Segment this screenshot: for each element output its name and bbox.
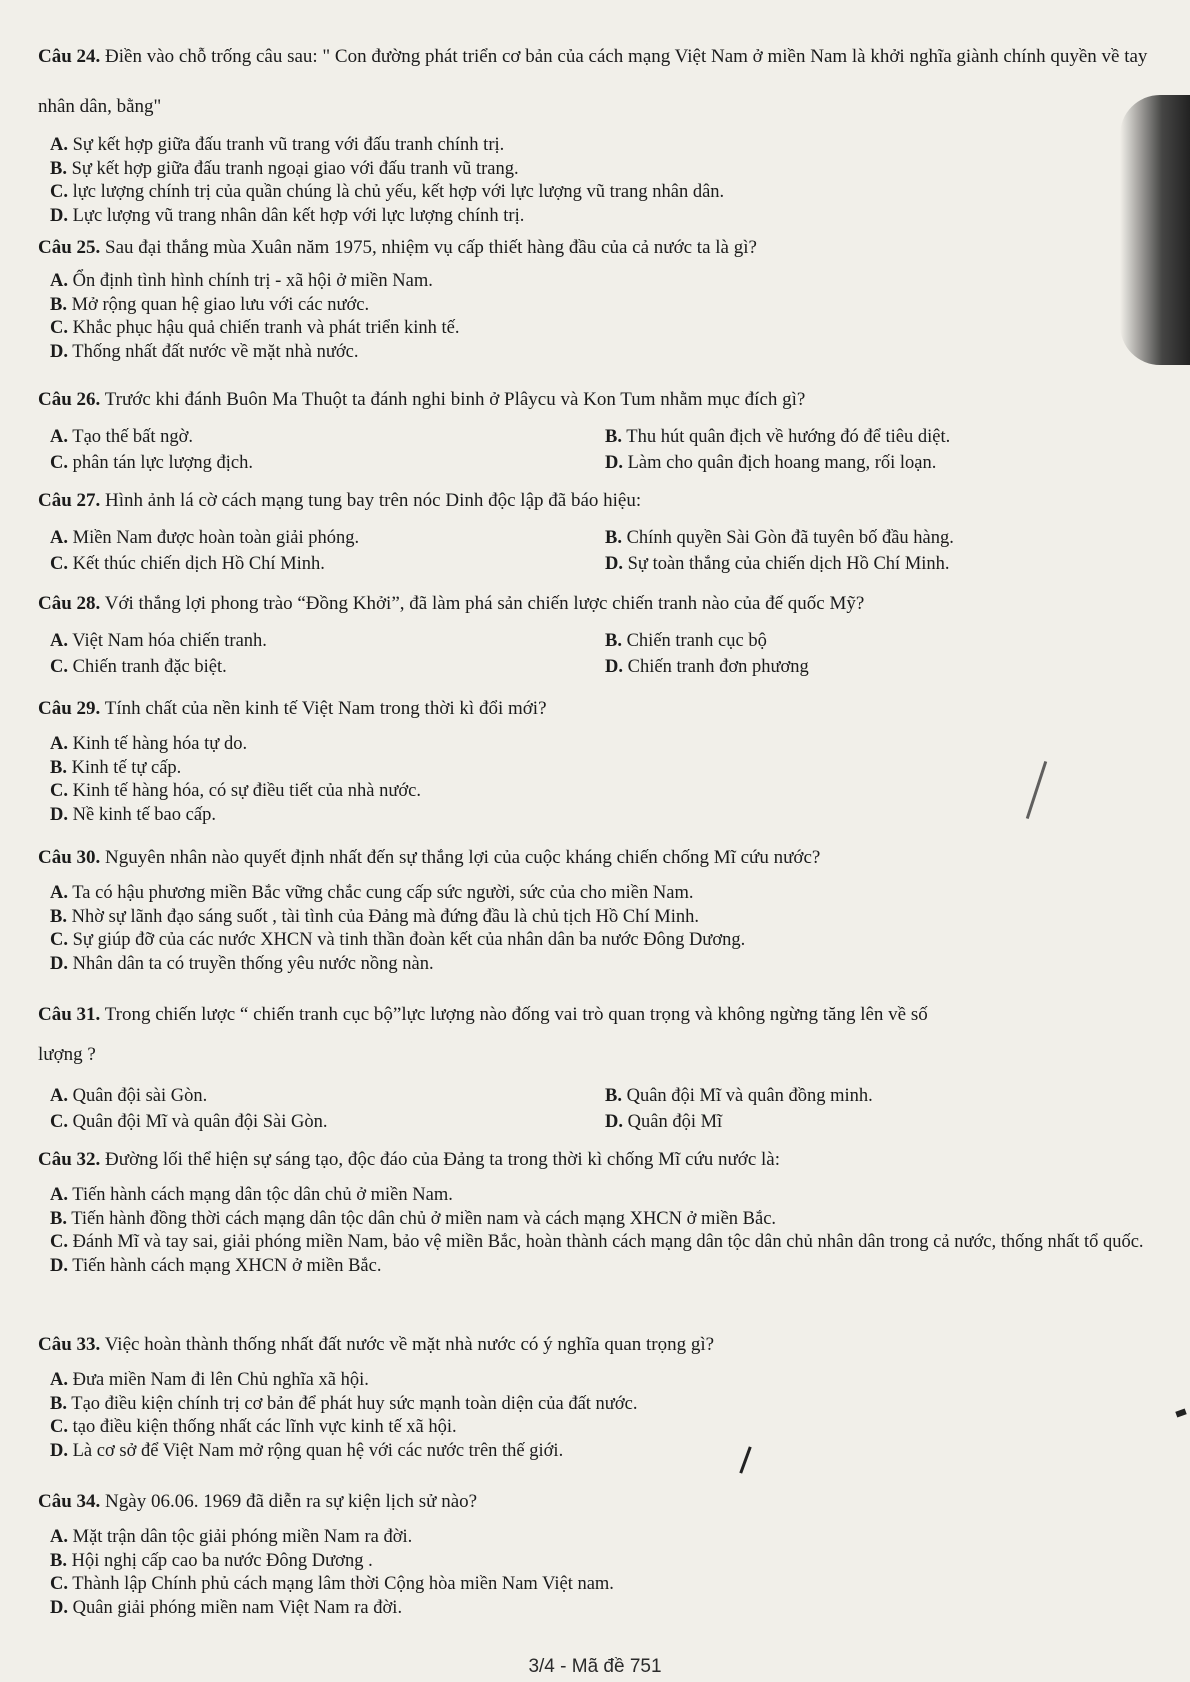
question-label: Câu 27. <box>38 490 101 511</box>
question-text: Việc hoàn thành thống nhất đất nước về mặt nhà nước có ý nghĩa quan trọng gì? <box>104 1334 715 1355</box>
question-27-stem <box>38 489 1150 513</box>
question-33-options <box>38 1369 1150 1463</box>
option-b: B. Nhờ sự lãnh đạo sáng suốt , tài tình của Đảng mà đứng đầu là chủ tịch Hồ Chí Minh. <box>50 906 699 927</box>
option-a: A. Kinh tế hàng hóa tự do. <box>50 734 248 754</box>
question-29-options <box>38 733 1150 827</box>
question-26-stem <box>38 388 1150 412</box>
option-b: B. Hội nghị cấp cao ba nước Đông Dương . <box>50 1550 373 1571</box>
question-32-options <box>38 1184 1150 1278</box>
option-d: D. Là cơ sở để Việt Nam mở rộng quan hệ với các nước trên thế giới. <box>50 1440 564 1461</box>
question-26 <box>38 388 1150 475</box>
option-d: D. Quân đội Mĩ <box>605 1111 723 1132</box>
question-25 <box>38 236 1150 364</box>
question-30-stem <box>38 846 1150 870</box>
question-text: Trước khi đánh Buôn Ma Thuột ta đánh nghi binh ở Plâycu và Kon Tum nhằm mục đích gì? <box>104 389 806 410</box>
question-30 <box>38 846 1150 976</box>
option-b: B. Mở rộng quan hệ giao lưu với các nước. <box>50 294 370 315</box>
question-text: Điền vào chỗ trống câu sau: " Con đường phát triển cơ bản của cách mạng Việt Nam ở miền Nam là khởi nghĩa giành chính quyền về tay nhân dân, bằng" <box>38 46 1148 117</box>
question-label: Câu 30. <box>38 847 101 868</box>
option-c: C. Quân đội Mĩ và quân đội Sài Gòn. <box>50 1111 328 1132</box>
question-27-options <box>38 527 1150 576</box>
question-label: Câu 26. <box>38 389 101 410</box>
question-text: Tính chất của nền kinh tế Việt Nam trong thời kì đổi mới? <box>104 698 547 719</box>
option-d: D. Sự toàn thắng của chiến dịch Hồ Chí Minh. <box>605 553 950 574</box>
option-d: D. Tiến hành cách mạng XHCN ở miền Bắc. <box>50 1255 382 1276</box>
option-a: A. Quân đội sài Gòn. <box>50 1086 208 1106</box>
question-28-stem <box>38 592 1150 616</box>
question-27 <box>38 489 1150 576</box>
question-text: Nguyên nhân nào quyết định nhất đến sự thắng lợi của cuộc kháng chiến chống Mĩ cứu nước? <box>105 847 821 868</box>
question-text: Ngày 06.06. 1969 đã diễn ra sự kiện lịch sử nào? <box>105 1491 478 1512</box>
option-b: B. Tạo điều kiện chính trị cơ bản để phát huy sức mạnh toàn diện của đất nước. <box>50 1393 638 1414</box>
option-c: C. Chiến tranh đặc biệt. <box>50 656 227 677</box>
question-33 <box>38 1333 1150 1463</box>
question-label: Câu 31. <box>38 1004 101 1025</box>
option-d: D. Chiến tranh đơn phương <box>605 656 809 677</box>
option-a: A. Mặt trận dân tộc giải phóng miền Nam ra đời. <box>50 1527 413 1547</box>
question-34 <box>38 1490 1150 1620</box>
question-label: Câu 29. <box>38 698 101 719</box>
question-31-stem <box>38 1003 1150 1027</box>
question-text: Đường lối thể hiện sự sáng tạo, độc đáo của Đảng ta trong thời kì chống Mĩ cứu nước là: <box>105 1149 781 1170</box>
option-d: D. Nhân dân ta có truyền thống yêu nước nồng nàn. <box>50 953 434 974</box>
question-32-stem <box>38 1148 1150 1172</box>
option-b: B. Kinh tế tự cấp. <box>50 757 182 778</box>
question-label: Câu 33. <box>38 1334 101 1355</box>
option-a: A. Miền Nam được hoàn toàn giải phóng. <box>50 528 360 548</box>
option-c: C. Kết thúc chiến dịch Hồ Chí Minh. <box>50 553 325 574</box>
option-b: B. Sự kết hợp giữa đấu tranh ngoại giao với đấu tranh vũ trang. <box>50 158 519 179</box>
option-d: D. Lực lượng vũ trang nhân dân kết hợp với lực lượng chính trị. <box>50 205 525 226</box>
option-a: A. Tiến hành cách mạng dân tộc dân chủ ở miền Nam. <box>50 1185 453 1205</box>
question-text: Sau đại thắng mùa Xuân năm 1975, nhiệm vụ cấp thiết hàng đầu của cả nước ta là gì? <box>105 237 757 258</box>
option-b: B. Thu hút quân địch về hướng đó để tiêu diệt. <box>605 427 951 447</box>
question-29 <box>38 697 1150 827</box>
option-c: C. lực lượng chính trị của quần chúng là chủ yếu, kết hợp với lực lượng vũ trang nhân dân. <box>50 182 725 202</box>
option-a: A. Sự kết hợp giữa đấu tranh vũ trang với đấu tranh chính trị. <box>50 135 505 155</box>
option-a: A. Đưa miền Nam đi lên Chủ nghĩa xã hội. <box>50 1370 369 1390</box>
option-c: C. tạo điều kiện thống nhất các lĩnh vực kinh tế xã hội. <box>50 1417 457 1437</box>
question-34-options <box>38 1526 1150 1620</box>
option-a: A. Việt Nam hóa chiến tranh. <box>50 631 267 651</box>
question-label: Câu 25. <box>38 237 101 258</box>
question-label: Câu 24. <box>38 46 101 67</box>
question-25-stem <box>38 236 1150 260</box>
pen-mark <box>1175 1408 1186 1417</box>
option-c: C. phân tán lực lượng địch. <box>50 452 253 473</box>
option-d: D. Nề kinh tế bao cấp. <box>50 804 216 825</box>
option-b: B. Quân đội Mĩ và quân đồng minh. <box>605 1086 873 1106</box>
question-24 <box>38 32 1150 228</box>
question-31 <box>38 1003 1150 1134</box>
question-label: Câu 34. <box>38 1491 101 1512</box>
question-text: Hình ảnh lá cờ cách mạng tung bay trên nóc Dinh độc lập đã báo hiệu: <box>105 490 642 511</box>
question-text: Với thắng lợi phong trào “Đồng Khởi”, đã làm phá sản chiến lược chiến tranh nào của đế quốc Mỹ? <box>104 593 865 614</box>
option-b: B. Chiến tranh cục bộ <box>605 631 767 651</box>
question-25-options <box>38 270 1150 364</box>
option-b: B. Chính quyền Sài Gòn đã tuyên bố đầu hàng. <box>605 528 954 548</box>
question-26-options <box>38 426 1150 475</box>
question-24-options <box>38 134 1150 228</box>
question-32 <box>38 1148 1150 1278</box>
option-c: C. Đánh Mĩ và tay sai, giải phóng miền Nam, bảo vệ miền Bắc, hoàn thành cách mạng dân tộc dân chủ nhân dân trong cả nước, thống nhất tổ quốc. <box>50 1232 1144 1252</box>
option-b: B. Tiến hành đồng thời cách mạng dân tộc dân chủ ở miền nam và cách mạng XHCN ở miền Bắc. <box>50 1208 777 1229</box>
option-d: D. Quân giải phóng miền nam Việt Nam ra đời. <box>50 1597 403 1618</box>
page-footer: 3/4 - Mã đề 751 <box>528 1656 662 1677</box>
question-28-options <box>38 630 1150 679</box>
option-a: A. Ổn định tình hình chính trị - xã hội ở miền Nam. <box>50 271 433 291</box>
question-34-stem <box>38 1490 1150 1514</box>
question-24-stem <box>38 32 1150 132</box>
option-c: C. Khắc phục hậu quả chiến tranh và phát triển kinh tế. <box>50 318 460 338</box>
option-a: A. Ta có hậu phương miền Bắc vững chắc cung cấp sức người, sức của cho miền Nam. <box>50 883 694 903</box>
question-label: Câu 32. <box>38 1149 101 1170</box>
option-c: C. Thành lập Chính phủ cách mạng lâm thời Cộng hòa miền Nam Việt nam. <box>50 1574 614 1594</box>
option-c: C. Kinh tế hàng hóa, có sự điều tiết của nhà nước. <box>50 781 421 801</box>
question-33-stem <box>38 1333 1150 1357</box>
question-31-options <box>38 1085 1150 1134</box>
option-d: D. Thống nhất đất nước về mặt nhà nước. <box>50 341 359 362</box>
option-c: C. Sự giúp đỡ của các nước XHCN và tinh thần đoàn kết của nhân dân ba nước Đông Dương. <box>50 930 746 950</box>
question-text: Trong chiến lược “ chiến tranh cục bộ”lực lượng nào đống vai trò quan trọng và không ngừng tăng lên về số <box>104 1004 928 1025</box>
question-label: Câu 28. <box>38 593 101 614</box>
option-a: A. Tạo thế bất ngờ. <box>50 427 194 447</box>
question-29-stem <box>38 697 1150 721</box>
option-d: D. Làm cho quân địch hoang mang, rối loạn. <box>605 452 937 473</box>
question-31-stem-continued: lượng ? <box>38 1044 96 1065</box>
question-28 <box>38 592 1150 679</box>
question-30-options <box>38 882 1150 976</box>
